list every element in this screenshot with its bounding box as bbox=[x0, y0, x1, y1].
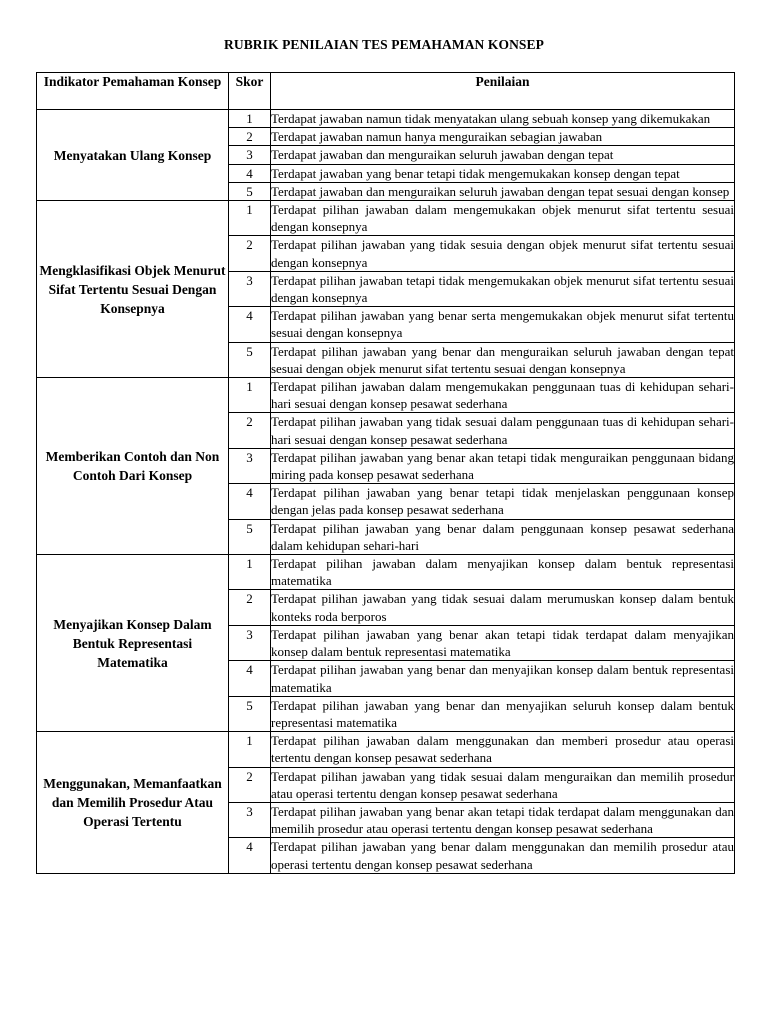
penilaian-cell: Terdapat pilihan jawaban yang benar serta mengemukakan objek menurut sifat tertentu sesuai dengan konsepnya bbox=[271, 308, 734, 341]
skor-cell: 5 bbox=[229, 519, 271, 554]
skor-cell: 2 bbox=[229, 236, 271, 271]
skor-cell: 1 bbox=[229, 732, 271, 767]
skor-cell: 1 bbox=[229, 555, 271, 590]
skor-cell: 5 bbox=[229, 182, 271, 200]
penilaian-cell: Terdapat pilihan jawaban yang benar dalam menggunakan dan memilih prosedur atau operasi tertentu dengan konsep pesawat sederhana bbox=[271, 839, 734, 872]
skor-cell: 2 bbox=[229, 590, 271, 625]
skor-cell: 4 bbox=[229, 307, 271, 342]
header-skor: Skor bbox=[229, 73, 271, 110]
table-row bbox=[37, 378, 735, 413]
skor-cell: 4 bbox=[229, 661, 271, 696]
penilaian-cell: Terdapat jawaban yang benar tetapi tidak mengemukakan konsep dengan tepat bbox=[271, 164, 735, 182]
skor-cell: 3 bbox=[229, 271, 271, 306]
penilaian-cell: Terdapat pilihan jawaban yang benar dan menguraikan seluruh jawaban dengan tepat sesuai dengan objek menurut sifat tertentu sesuai dengan konsepnya bbox=[271, 343, 734, 376]
table-row bbox=[37, 110, 735, 128]
penilaian-cell: Terdapat pilihan jawaban dalam menggunakan dan memberi prosedur atau operasi tertentu dengan konsep pesawat sederhana bbox=[271, 733, 734, 766]
penilaian-cell: Terdapat pilihan jawaban yang benar dalam penggunaan konsep pesawat sederhana dalam kehidupan sehari-hari bbox=[271, 520, 734, 553]
skor-cell: 1 bbox=[229, 110, 271, 128]
penilaian-cell: Terdapat jawaban dan menguraikan seluruh jawaban dengan tepat bbox=[271, 146, 735, 164]
penilaian-cell: Terdapat jawaban dan menguraikan seluruh jawaban dengan tepat sesuai dengan konsep bbox=[271, 182, 735, 200]
skor-cell: 4 bbox=[229, 164, 271, 182]
penilaian-cell: Terdapat pilihan jawaban yang benar dan menyajikan konsep dalam bentuk representasi matematika bbox=[271, 662, 734, 695]
header-indikator: Indikator Pemahaman Konsep bbox=[37, 73, 229, 110]
skor-cell: 3 bbox=[229, 448, 271, 483]
rubric-body bbox=[37, 110, 735, 874]
document-title: RUBRIK PENILAIAN TES PEMAHAMAN KONSEP bbox=[224, 37, 544, 52]
table-row bbox=[37, 555, 735, 590]
penilaian-cell: Terdapat jawaban namun tidak menyatakan ulang sebuah konsep yang dikemukakan bbox=[271, 110, 735, 128]
penilaian-cell: Terdapat pilihan jawaban dalam mengemukakan objek menurut sifat tertentu sesuai dengan konsepnya bbox=[271, 202, 734, 235]
indikator-cell: Mengklasifikasi Objek Menurut Sifat Tertentu Sesuai Dengan Konsepnya bbox=[37, 201, 229, 378]
skor-cell: 4 bbox=[229, 484, 271, 519]
penilaian-cell: Terdapat pilihan jawaban dalam mengemukakan penggunaan tuas di kehidupan sehari-hari sesuai dengan konsep pesawat sederhana bbox=[271, 379, 734, 412]
indikator-cell: Menyajikan Konsep Dalam Bentuk Representasi Matematika bbox=[37, 555, 229, 732]
penilaian-cell: Terdapat pilihan jawaban tetapi tidak mengemukakan objek menurut sifat tertentu sesuai dengan konsepnya bbox=[271, 272, 734, 306]
penilaian-cell: Terdapat pilihan jawaban yang benar tetapi tidak menjelaskan penggunaan konsep dengan jelas pada konsep pesawat sederhana bbox=[271, 485, 734, 518]
penilaian-cell: Terdapat pilihan jawaban yang tidak sesuai dalam menguraikan dan memilih prosedur atau operasi tertentu dengan konsep pesawat sederhana bbox=[271, 768, 734, 801]
penilaian-cell: Terdapat pilihan jawaban yang tidak sesuia dengan objek menurut sifat tertentu sesuai dengan konsepnya bbox=[271, 237, 734, 270]
skor-cell: 3 bbox=[229, 146, 271, 164]
table-row bbox=[37, 732, 735, 767]
skor-cell: 2 bbox=[229, 767, 271, 802]
skor-cell: 1 bbox=[229, 201, 271, 236]
skor-cell: 2 bbox=[229, 413, 271, 448]
skor-cell: 5 bbox=[229, 342, 271, 377]
indikator-cell: Memberikan Contoh dan Non Contoh Dari Konsep bbox=[37, 378, 229, 555]
penilaian-cell: Terdapat pilihan jawaban yang benar akan tetapi tidak menguraikan penggunaan bidang miring pada konsep pesawat sederhana bbox=[271, 449, 734, 483]
skor-cell: 5 bbox=[229, 696, 271, 731]
rubric-table bbox=[36, 72, 735, 874]
skor-cell: 2 bbox=[229, 128, 271, 146]
penilaian-cell: Terdapat pilihan jawaban yang tidak sesuai dalam penggunaan tuas di kehidupan sehari-hari sesuai dengan konsep pesawat sederhana bbox=[271, 414, 734, 447]
skor-cell: 3 bbox=[229, 625, 271, 660]
skor-cell: 1 bbox=[229, 378, 271, 413]
penilaian-cell: Terdapat pilihan jawaban yang benar akan tetapi tidak terdapat dalam menggunakan dan memilih prosedur atau operasi tertentu dengan konsep pesawat sederhana bbox=[271, 803, 734, 837]
indikator-cell: Menggunakan, Memanfaatkan dan Memilih Prosedur Atau Operasi Tertentu bbox=[37, 732, 229, 874]
table-header-row bbox=[37, 73, 735, 110]
penilaian-cell: Terdapat pilihan jawaban yang benar dan menyajikan seluruh konsep dalam bentuk representasi matematika bbox=[271, 697, 734, 730]
indikator-cell: Menyatakan Ulang Konsep bbox=[37, 110, 229, 201]
penilaian-cell: Terdapat pilihan jawaban yang benar akan tetapi tidak terdapat dalam menyajikan konsep dalam bentuk representasi matematika bbox=[271, 626, 734, 660]
penilaian-cell: Terdapat pilihan jawaban yang tidak sesuai dalam merumuskan konsep dalam bentuk konteks roda berporos bbox=[271, 591, 734, 624]
header-penilaian: Penilaian bbox=[271, 73, 735, 110]
penilaian-cell: Terdapat pilihan jawaban dalam menyajikan konsep dalam bentuk representasi matematika bbox=[271, 556, 734, 589]
penilaian-cell: Terdapat jawaban namun hanya menguraikan sebagian jawaban bbox=[271, 128, 735, 146]
skor-cell: 4 bbox=[229, 838, 271, 873]
table-row bbox=[37, 201, 735, 236]
skor-cell: 3 bbox=[229, 802, 271, 837]
